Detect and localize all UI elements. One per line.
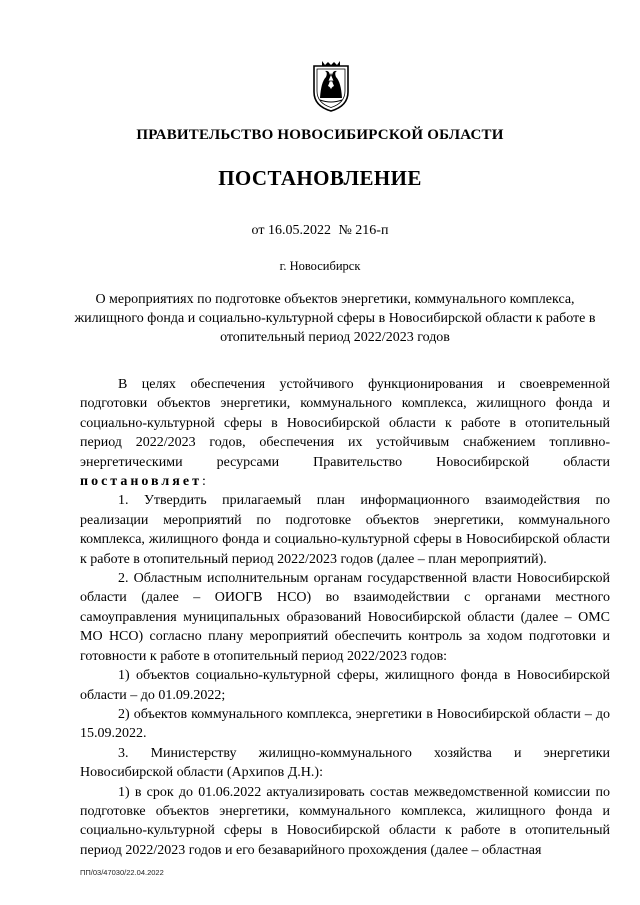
decree-tail: : (201, 474, 206, 490)
intro-text: В целях обеспечения устойчивого функционирования и своевременной подготовки объектов энергетики, коммунального комплекса, жилищного фонда и социально-культурной сферы в Новосибирской области к работе в отопительный период 2022/2023 годов, обеспечения их устойчивым снабжением топливно-энергетическими ресурсами Правительство Новосибирской области (80, 377, 610, 470)
paragraph-1: 1. Утвердить прилагаемый план информационного взаимодействия по реализации мероприятий по подготовке объектов энергетики, коммунального комплекса, жилищного фонда и социально-культурной сферы в Новосибирской области к работе в отопительный период 2022/2023 годов (далее – план мероприятий). (80, 493, 610, 567)
document-body (80, 375, 610, 860)
paragraph-2-item-2: 2) объектов коммунального комплекса, энергетики в Новосибирской области – до 15.09.2022. (80, 706, 610, 742)
paragraph-3: 3. Министерству жилищно-коммунального хозяйства и энергетики Новосибирской области (Архипов Д.Н.): (80, 745, 610, 781)
city: г. Новосибирск (279, 259, 361, 273)
date-line (0, 223, 640, 239)
document-date: от 16.05.2022 (251, 223, 331, 238)
paragraph-2: 2. Областным исполнительным органам государственной власти Новосибирской области (далее – ОИОГВ НСО) во взаимодействии с органами местного самоуправления муниципальных образований Новосибирской области (далее – ОМС МО НСО) согласно плану мероприятий обеспечить контроль за ходом подготовки и готовности к работе в отопительный период 2022/2023 годов: (80, 571, 610, 664)
document-footer-code: ПП/03/47030/22.04.2022 (80, 868, 164, 877)
paragraph-2-item-1: 1) объектов социально-культурной сферы, жилищного фонда в Новосибирской области – до 01.09.2022; (80, 668, 610, 703)
document-subject: О мероприятиях по подготовке объектов энергетики, коммунального комплекса, жилищного фонда и социально-культурной сферы в Новосибирской области к работе в отопительный период 2022/2023 годов (74, 292, 596, 345)
coat-of-arms-icon (311, 60, 351, 112)
government-title: ПРАВИТЕЛЬСТВО НОВОСИБИРСКОЙ ОБЛАСТИ (136, 127, 504, 143)
paragraph-3-item-1: 1) в срок до 01.06.2022 актуализировать состав межведомственной комиссии по подготовке объектов энергетики, коммунального комплекса, жилищного фонда и социально-культурной сферы в Новосибирской области к работе в отопительный период 2022/2023 годов и его безаварийного прохождения (далее – областная (80, 784, 610, 858)
document-type: ПОСТАНОВЛЕНИЕ (218, 166, 422, 190)
intro-paragraph (80, 375, 610, 491)
decree-word: постановляет (80, 474, 202, 490)
document-number: № 216-п (338, 223, 389, 238)
